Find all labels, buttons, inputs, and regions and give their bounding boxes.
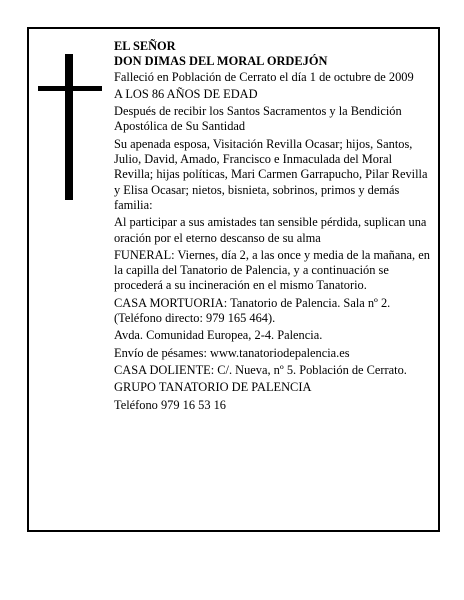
cross-horizontal-bar [38,86,102,91]
cross-vertical-bar [65,54,73,200]
mortuary-paragraph: CASA MORTUORIA: Tanatorio de Palencia. Sala nº 2. (Teléfono directo: 979 165 464). [114,295,391,326]
age-paragraph: A LOS 86 AÑOS DE EDAD [114,86,258,101]
heading-name: DON DIMAS DEL MORAL ORDEJÓN [114,54,328,69]
prayer-request-paragraph: Al participar a sus amistades tan sensible pérdida, suplican una oración por el eterno descanso de su alma [114,215,427,245]
funeral-paragraph: FUNERAL: Viernes, día 2, a las once y media de la mañana, en la capilla del Tanatorio de Palencia, y a continuación se procederá a su incineración en el mismo Tanatorio. [114,247,430,293]
funeral-home-phone: Teléfono 979 16 53 16 [114,397,227,412]
condolences-paragraph: Envío de pésames: www.tanatoriodepalencia.es [114,345,350,360]
family-home-paragraph: CASA DOLIENTE: C/. Nueva, nº 5. Población de Cerrato. [114,362,407,377]
funeral-home-name: GRUPO TANATORIO DE PALENCIA [114,380,312,395]
obituary-text [114,39,430,415]
heading-title: EL SEÑOR [114,39,176,53]
sacraments-paragraph: Después de recibir los Santos Sacramentos y la Bendición Apostólica de Su Santidad [114,104,402,134]
family-paragraph: Su apenada esposa, Visitación Revilla Ocasar; hijos, Santos, Julio, David, Amado, Francisco e Inmaculada del Moral Revilla; hijas políticas, Mari Carmen Garrapucho, Pilar Revilla y Elisa Ocasar; nietos, bisnieta, sobrinos, primos y demás familia: [114,136,428,212]
address-paragraph: Avda. Comunidad Europea, 2-4. Palencia. [114,328,323,343]
death-date-paragraph: Falleció en Población de Cerrato el día 1 de octubre de 2009 [114,69,414,84]
cross-icon [38,54,102,200]
